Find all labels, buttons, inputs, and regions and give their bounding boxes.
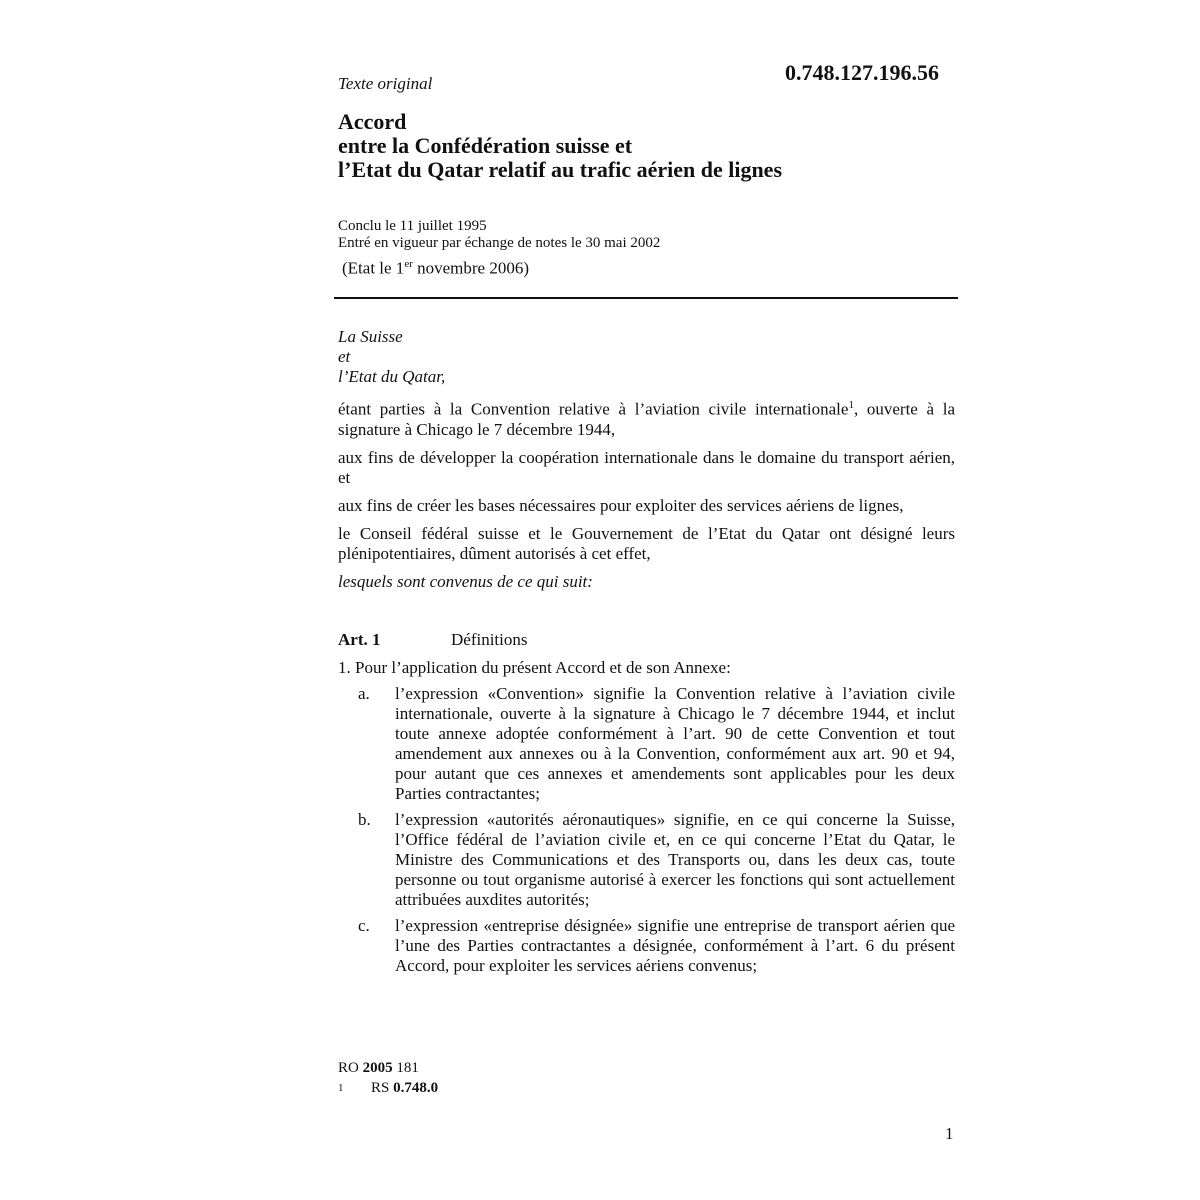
definition-item [338,810,955,910]
sr-number: 0.748.127.196.56 [785,60,939,85]
page-number: 1 [945,1124,954,1143]
preamble-paragraph-4: le Conseil fédéral suisse et le Gouvernement de l’Etat du Qatar ont désigné leurs plénipotentiaires, dûment autorisés à cet effet, [338,523,955,563]
party-1: La Suisse [338,327,403,346]
concluded-date: Conclu le 11 juillet 1995 [338,218,487,234]
footnote-reference: 0.748.0 [393,1080,439,1096]
original-text-label: Texte original [338,74,433,93]
article-1 [338,630,955,982]
footer [338,1058,438,1098]
state-date: (Etat le 1er novembre 2006) [342,258,529,278]
preamble-paragraph-3: aux fins de créer les bases nécessaires pour exploiter des services aériens de lignes, [338,495,904,515]
ro-reference: RO 2005 181 [338,1060,419,1076]
item-label: b. [358,810,371,829]
footnote-ref-1[interactable]: 1 [848,399,854,411]
preamble-paragraph-1: étant parties à la Convention relative à l’aviation civile internationale$^1$, ouverte à la signature à Chicago le 7 décembre 1944, [338,399,955,439]
article-paragraph-1: 1. Pour l’application du présent Accord et de son Annexe: [338,658,731,677]
preamble-paragraph-2: aux fins de développer la coopération internationale dans le domaine du transport aérien, et [338,447,955,487]
preamble [338,327,955,600]
preamble-paragraph-5: lesquels sont convenus de ce qui suit: [338,571,593,591]
document-metadata [338,218,660,252]
title-line-3: l’Etat du Qatar relatif au trafic aérien de lignes [338,157,783,182]
article-number: Art. 1 [338,630,381,649]
entry-into-force: Entré en vigueur par échange de notes le 30 mai 2002 [338,235,661,251]
header-divider [334,297,958,299]
footnote-1: 1 RS 0.748.0 [338,1080,439,1096]
title-line-1: Accord [338,109,407,134]
item-label: a. [358,684,370,703]
document-title [338,110,782,182]
party-2: l’Etat du Qatar, [338,367,446,386]
item-label: c. [358,916,370,935]
definition-item [338,684,955,804]
footnote-number: 1 [338,1082,344,1094]
title-line-2: entre la Confédération suisse et [338,133,633,158]
party-conjunction: et [338,347,351,366]
article-heading [338,630,955,650]
item-text: l’expression «Convention» signifie la Convention relative à l’aviation civile internationale, ouverte à la signature à Chicago le 7 décembre 1944, et inclut toute annexe adoptée conformément à l’art. 90 de cette Convention et tout amendement aux annexes ou à la Convention, conformément aux art. 90 et 94, pour autant que ces annexes et amendements sont applicables pour les deux Parties contractantes; [395,684,955,803]
item-text: l’expression «autorités aéronautiques» signifie, en ce qui concerne la Suisse, l’Office fédéral de l’aviation civile et, en ce qui concerne l’Etat du Qatar, le Ministre des Communications et des Transports ou, dans les deux cas, toute personne ou tout organisme autorisé à exercer les fonctions qui sont actuellement attribuées auxdites autorités; [395,810,955,909]
article-title: Définitions [451,630,528,649]
definition-item [338,916,955,976]
item-text: l’expression «entreprise désignée» signifie une entreprise de transport aérien que l’une des Parties contractantes a désignée, conformément à l’art. 6 du présent Accord, pour exploiter les services aériens convenus; [395,916,955,975]
